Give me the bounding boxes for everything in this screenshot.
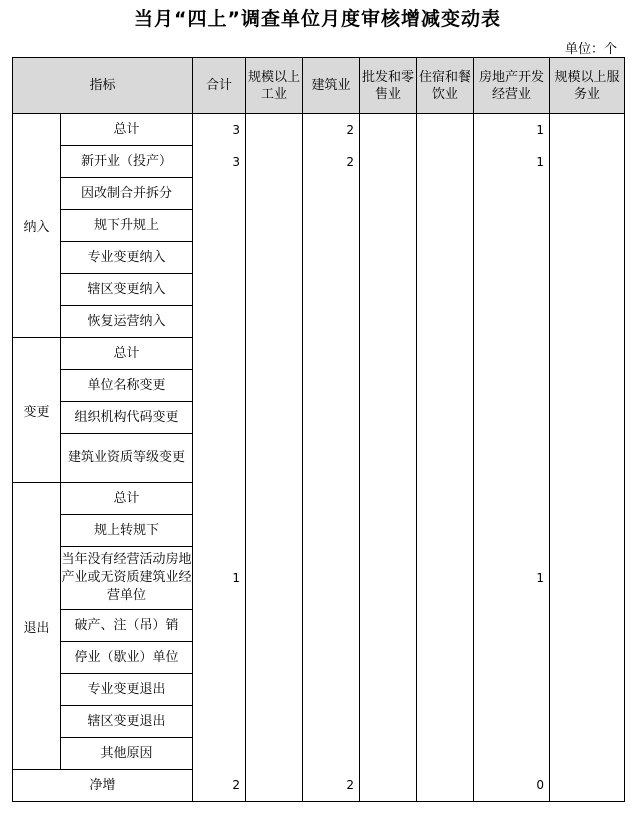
value-construction: 2 [303, 770, 360, 802]
value-wholesale-retail [360, 674, 417, 706]
value-construction [303, 738, 360, 770]
value-services [550, 674, 625, 706]
value-construction [303, 402, 360, 434]
value-real-estate [474, 434, 550, 483]
value-hotel-catering [417, 674, 474, 706]
value-industry [246, 610, 303, 642]
value-services [550, 242, 625, 274]
value-industry [246, 146, 303, 178]
value-real-estate [474, 210, 550, 242]
value-construction [303, 610, 360, 642]
value-real-estate: 0 [474, 770, 550, 802]
value-total: 3 [193, 114, 246, 146]
row-label: 新开业（投产） [61, 146, 193, 178]
value-industry [246, 338, 303, 370]
value-total [193, 738, 246, 770]
value-construction [303, 306, 360, 338]
table-row [13, 483, 625, 515]
value-construction [303, 706, 360, 738]
row-label: 破产、注（吊）销 [61, 610, 193, 642]
value-hotel-catering [417, 242, 474, 274]
value-hotel-catering [417, 178, 474, 210]
value-industry [246, 242, 303, 274]
value-services [550, 370, 625, 402]
value-services [550, 515, 625, 547]
value-industry [246, 706, 303, 738]
value-wholesale-retail [360, 338, 417, 370]
header-real-estate: 房地产开发经营业 [474, 58, 550, 114]
value-wholesale-retail [360, 610, 417, 642]
value-industry [246, 770, 303, 802]
row-label: 因改制合并拆分 [61, 178, 193, 210]
value-real-estate [474, 370, 550, 402]
value-construction [303, 370, 360, 402]
value-real-estate [474, 674, 550, 706]
row-label: 单位名称变更 [61, 370, 193, 402]
value-total [193, 210, 246, 242]
row-label: 建筑业资质等级变更 [61, 434, 193, 483]
value-industry [246, 210, 303, 242]
value-hotel-catering [417, 706, 474, 738]
value-real-estate [474, 610, 550, 642]
unit-label: 单位：个 [564, 42, 617, 57]
value-construction [303, 274, 360, 306]
value-hotel-catering [417, 483, 474, 515]
row-label: 当年没有经营活动房地产业或无资质建筑业经营单位 [61, 547, 193, 610]
table-row [13, 178, 625, 210]
value-hotel-catering [417, 402, 474, 434]
group-label-change: 变更 [13, 338, 61, 483]
table-row [13, 274, 625, 306]
value-wholesale-retail [360, 242, 417, 274]
value-real-estate [474, 483, 550, 515]
value-real-estate [474, 274, 550, 306]
value-wholesale-retail [360, 434, 417, 483]
header-services: 规模以上服务业 [550, 58, 625, 114]
value-services [550, 483, 625, 515]
value-real-estate [474, 515, 550, 547]
value-real-estate [474, 402, 550, 434]
row-label: 组织机构代码变更 [61, 402, 193, 434]
value-hotel-catering [417, 210, 474, 242]
value-construction [303, 547, 360, 610]
value-services [550, 210, 625, 242]
table-row [13, 674, 625, 706]
value-industry [246, 674, 303, 706]
value-industry [246, 434, 303, 483]
header-hotel-catering: 住宿和餐饮业 [417, 58, 474, 114]
value-real-estate [474, 642, 550, 674]
row-label: 停业（歇业）单位 [61, 642, 193, 674]
value-services [550, 610, 625, 642]
value-services [550, 434, 625, 483]
value-total [193, 706, 246, 738]
value-industry [246, 274, 303, 306]
row-label: 专业变更退出 [61, 674, 193, 706]
value-total [193, 242, 246, 274]
value-wholesale-retail [360, 738, 417, 770]
value-hotel-catering [417, 642, 474, 674]
value-wholesale-retail [360, 210, 417, 242]
header-total: 合计 [193, 58, 246, 114]
group-label-in: 纳入 [13, 114, 61, 338]
value-wholesale-retail [360, 770, 417, 802]
value-total [193, 402, 246, 434]
table-row [13, 306, 625, 338]
table-row [13, 706, 625, 738]
value-hotel-catering [417, 338, 474, 370]
table-row [13, 370, 625, 402]
value-total [193, 642, 246, 674]
table-row [13, 338, 625, 370]
value-wholesale-retail [360, 274, 417, 306]
row-label: 规下升规上 [61, 210, 193, 242]
value-hotel-catering [417, 547, 474, 610]
table-row [13, 610, 625, 642]
value-wholesale-retail [360, 178, 417, 210]
table-row [13, 114, 625, 146]
value-industry [246, 738, 303, 770]
value-wholesale-retail [360, 547, 417, 610]
value-real-estate [474, 338, 550, 370]
value-wholesale-retail [360, 306, 417, 338]
table-row-net [13, 770, 625, 802]
row-label: 恢复运营纳入 [61, 306, 193, 338]
value-total [193, 306, 246, 338]
row-label: 规上转规下 [61, 515, 193, 547]
value-hotel-catering [417, 146, 474, 178]
value-services [550, 306, 625, 338]
row-label: 专业变更纳入 [61, 242, 193, 274]
value-total: 3 [193, 146, 246, 178]
table-row [13, 210, 625, 242]
table-row [13, 738, 625, 770]
value-industry [246, 515, 303, 547]
value-services [550, 642, 625, 674]
value-industry [246, 483, 303, 515]
value-construction: 2 [303, 146, 360, 178]
value-construction [303, 210, 360, 242]
value-industry [246, 370, 303, 402]
value-real-estate [474, 706, 550, 738]
net-label: 净增 [13, 770, 193, 802]
row-label: 总计 [61, 338, 193, 370]
value-real-estate: 1 [474, 547, 550, 610]
value-construction [303, 338, 360, 370]
value-wholesale-retail [360, 706, 417, 738]
value-industry [246, 114, 303, 146]
value-services [550, 274, 625, 306]
value-industry [246, 306, 303, 338]
table-row [13, 642, 625, 674]
value-hotel-catering [417, 738, 474, 770]
value-total: 1 [193, 547, 246, 610]
value-wholesale-retail [360, 370, 417, 402]
value-hotel-catering [417, 114, 474, 146]
value-services [550, 738, 625, 770]
table-row [13, 402, 625, 434]
value-wholesale-retail [360, 515, 417, 547]
value-services [550, 146, 625, 178]
row-label: 辖区变更退出 [61, 706, 193, 738]
group-label-out: 退出 [13, 483, 61, 770]
table-row [13, 547, 625, 610]
value-construction [303, 642, 360, 674]
value-total [193, 515, 246, 547]
value-construction [303, 434, 360, 483]
value-total [193, 178, 246, 210]
value-construction: 2 [303, 114, 360, 146]
value-total [193, 370, 246, 402]
value-wholesale-retail [360, 483, 417, 515]
value-services [550, 114, 625, 146]
value-services [550, 547, 625, 610]
value-hotel-catering [417, 515, 474, 547]
value-industry [246, 547, 303, 610]
header-wholesale-retail: 批发和零售业 [360, 58, 417, 114]
header-construction: 建筑业 [303, 58, 360, 114]
value-construction [303, 515, 360, 547]
table-row [13, 146, 625, 178]
value-industry [246, 402, 303, 434]
value-total [193, 610, 246, 642]
value-hotel-catering [417, 610, 474, 642]
value-hotel-catering [417, 770, 474, 802]
statistics-table [12, 57, 625, 802]
value-construction [303, 242, 360, 274]
value-hotel-catering [417, 306, 474, 338]
value-services [550, 178, 625, 210]
table-row [13, 515, 625, 547]
value-wholesale-retail [360, 402, 417, 434]
value-wholesale-retail [360, 146, 417, 178]
value-real-estate [474, 306, 550, 338]
value-total: 2 [193, 770, 246, 802]
header-industry: 规模以上工业 [246, 58, 303, 114]
value-wholesale-retail [360, 114, 417, 146]
value-services [550, 338, 625, 370]
value-total [193, 483, 246, 515]
row-label: 总计 [61, 114, 193, 146]
value-real-estate: 1 [474, 146, 550, 178]
value-real-estate: 1 [474, 114, 550, 146]
value-hotel-catering [417, 274, 474, 306]
value-wholesale-retail [360, 642, 417, 674]
row-label: 总计 [61, 483, 193, 515]
value-construction [303, 178, 360, 210]
value-total [193, 274, 246, 306]
value-total [193, 434, 246, 483]
value-industry [246, 178, 303, 210]
table-row [13, 434, 625, 483]
value-services [550, 706, 625, 738]
table-row [13, 242, 625, 274]
value-services [550, 770, 625, 802]
value-construction [303, 483, 360, 515]
value-industry [246, 642, 303, 674]
page-title: 当月“四上”调查单位月度审核增减变动表 [134, 8, 501, 30]
value-hotel-catering [417, 434, 474, 483]
value-total [193, 338, 246, 370]
value-real-estate [474, 738, 550, 770]
value-construction [303, 674, 360, 706]
value-hotel-catering [417, 370, 474, 402]
header-indicator: 指标 [13, 58, 193, 114]
value-services [550, 402, 625, 434]
value-total [193, 674, 246, 706]
row-label: 其他原因 [61, 738, 193, 770]
value-real-estate [474, 178, 550, 210]
row-label: 辖区变更纳入 [61, 274, 193, 306]
value-real-estate [474, 242, 550, 274]
